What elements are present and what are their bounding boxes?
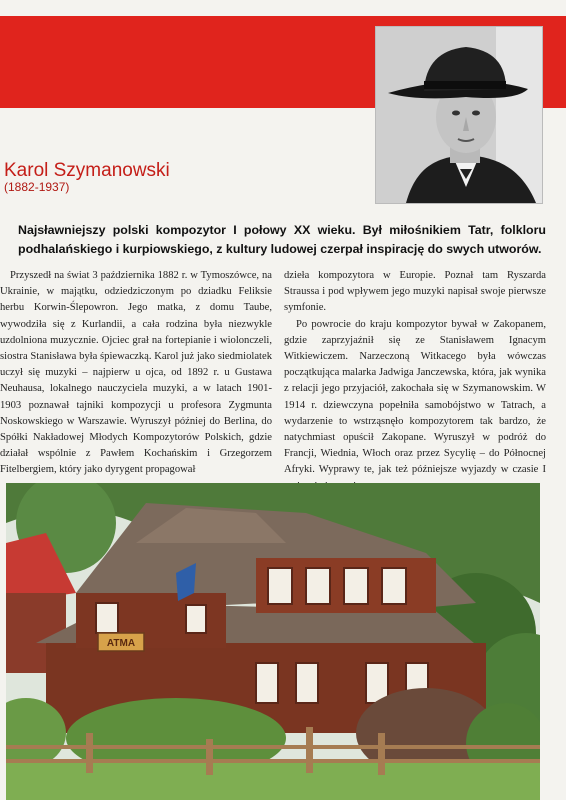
lead-paragraph: Najsławniejszy polski kompozytor I połowy XX wieku. Był miłośnikiem Tatr, folkloru podhalańskiego i kurpiowskiego, z kultury ludowej czerpał inspirację do swych utworów.	[18, 223, 546, 256]
villa-photo	[6, 483, 540, 800]
person-name: Karol Szymanowski	[4, 160, 170, 181]
villa-sign: ATMA	[106, 638, 136, 649]
portrait-illustration	[376, 27, 542, 203]
right-column	[284, 268, 546, 495]
right-column-paragraph: Po powrocie do kraju kompozytor bywał w Zakopanem, gdzie zaprzyjaźnił się ze Stanisławem Ignacym Witkiewiczem. Narzeczoną Witkacego była wówczas początkująca malarka Jadwiga Janczewska, która, jak wynika z relacji jego przyjaciół, zakochała się w Szymanowskim. W 1914 r. dziewczyna popełniła samobójstwo w Tatrach, a wydarzenie to wstrząsnęło kompozytorem tak bardzo, że natychmiast opuścił Zakopane. Wyruszył w podróż do Francji, Wiednia, Włoch oraz przez Sycylię – do Północnej Afryki. Wyprawy te, jak też późniejsze wyjazdy w czasie I	[284, 318, 546, 476]
left-column	[0, 268, 272, 479]
right-column-continuation: dzieła kompozytora w Europie. Poznał tam Ryszarda Straussa i pod wpływem jego muzyki napisał swoje pierwsze symfonie.	[284, 270, 546, 314]
villa-illustration	[6, 483, 540, 800]
portrait-photo	[375, 26, 543, 204]
left-column-paragraph: Przyszedł na świat 3 października 1882 r. w Tymoszówce, na Ukrainie, w majątku, odziedziczonym po dziadku Feliksie herbu Korwin-Ślepowron. Jego matka, z domu Taube, wywodziła się z Kurlandii, a cała rodzina była niezwykle uzdolniona muzycznie. Ojciec grał na fortepianie i wiolonczeli, siostra Stanisława była śpiewaczką. Karol już jako siedmiolatek uczył się muzyki – najpierw u ojca, od 1892 r. u Gustawa Neuhausa, lokalnego nauczyciela muzyki, a w latach 1901-1903 poznawał tajniki kompozycji u profesora Zygmunta Noskowskiego w Warszawie. Wyruszył później do Berlina, do Spółki Nakładowej Młodych Kompozytorów Polskich, gdzie działał wspólnie z Pawłem Kochańskim i Grzegorzem Fitelbergiem, który jako dyrygent propagował	[0, 270, 272, 476]
life-years: (1882-1937)	[4, 180, 70, 194]
